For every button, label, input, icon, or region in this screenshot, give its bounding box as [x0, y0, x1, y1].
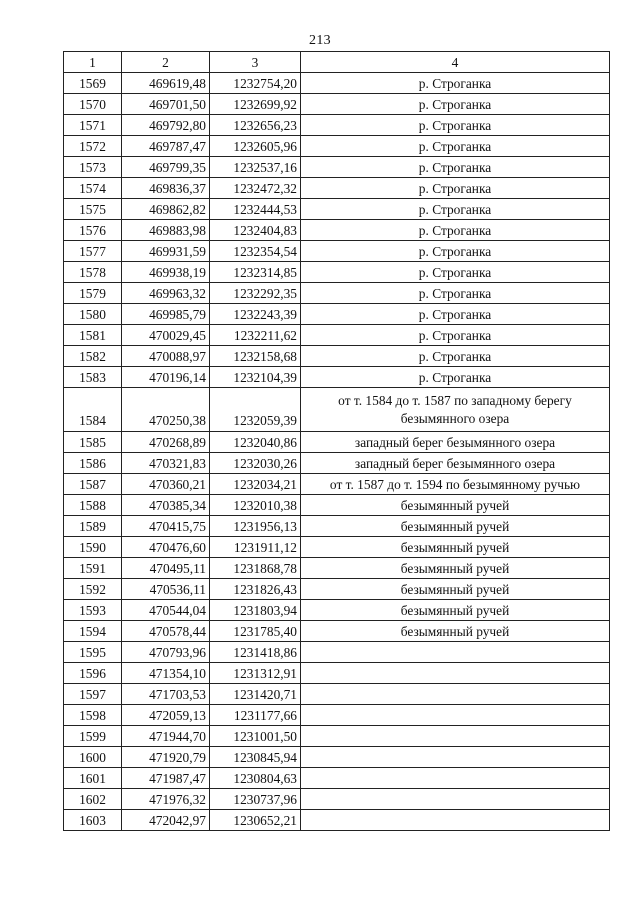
point-number-cell: 1594	[64, 621, 122, 642]
table-row	[64, 579, 610, 600]
y-coordinate-cell: 1231956,13	[210, 516, 301, 537]
y-coordinate-cell: 1231911,12	[210, 537, 301, 558]
table-row	[64, 642, 610, 663]
y-coordinate-cell: 1232243,39	[210, 304, 301, 325]
point-number-cell: 1576	[64, 220, 122, 241]
y-coordinate-cell: 1232034,21	[210, 474, 301, 495]
boundary-description-cell	[301, 768, 610, 789]
boundary-description-cell: безымянный ручей	[301, 600, 610, 621]
y-coordinate-cell: 1232104,39	[210, 367, 301, 388]
table-row	[64, 600, 610, 621]
point-number-cell: 1583	[64, 367, 122, 388]
table-row	[64, 220, 610, 241]
point-number-cell: 1582	[64, 346, 122, 367]
table-row	[64, 346, 610, 367]
x-coordinate-cell: 469619,48	[122, 73, 210, 94]
x-coordinate-cell: 469787,47	[122, 136, 210, 157]
y-coordinate-cell: 1231826,43	[210, 579, 301, 600]
point-number-cell: 1602	[64, 789, 122, 810]
point-number-cell: 1577	[64, 241, 122, 262]
point-number-cell: 1578	[64, 262, 122, 283]
x-coordinate-cell: 469701,50	[122, 94, 210, 115]
table-row	[64, 262, 610, 283]
boundary-description-cell: западный берег безымянного озера	[301, 453, 610, 474]
boundary-description-cell: от т. 1587 до т. 1594 по безымянному ручью	[301, 474, 610, 495]
y-coordinate-cell: 1231177,66	[210, 705, 301, 726]
y-coordinate-cell: 1232537,16	[210, 157, 301, 178]
boundary-description-cell: р. Строганка	[301, 283, 610, 304]
table-row	[64, 516, 610, 537]
point-number-cell: 1586	[64, 453, 122, 474]
x-coordinate-cell: 470385,34	[122, 495, 210, 516]
column-header-y: 3	[210, 52, 301, 73]
boundary-description-cell: р. Строганка	[301, 367, 610, 388]
boundary-description-cell: р. Строганка	[301, 262, 610, 283]
x-coordinate-cell: 471987,47	[122, 768, 210, 789]
x-coordinate-cell: 470088,97	[122, 346, 210, 367]
header-row	[64, 52, 610, 73]
y-coordinate-cell: 1232605,96	[210, 136, 301, 157]
boundary-description-cell	[301, 684, 610, 705]
y-coordinate-cell: 1232059,39	[210, 388, 301, 432]
table-row	[64, 684, 610, 705]
page-number: 213	[309, 33, 331, 48]
point-number-cell: 1580	[64, 304, 122, 325]
x-coordinate-cell: 471703,53	[122, 684, 210, 705]
boundary-description-cell: р. Строганка	[301, 178, 610, 199]
point-number-cell: 1579	[64, 283, 122, 304]
x-coordinate-cell: 470793,96	[122, 642, 210, 663]
table-row	[64, 621, 610, 642]
point-number-cell: 1600	[64, 747, 122, 768]
y-coordinate-cell: 1231868,78	[210, 558, 301, 579]
table-row	[64, 663, 610, 684]
point-number-cell: 1585	[64, 432, 122, 453]
y-coordinate-cell: 1230652,21	[210, 810, 301, 831]
y-coordinate-cell: 1232314,85	[210, 262, 301, 283]
y-coordinate-cell: 1230845,94	[210, 747, 301, 768]
point-number-cell: 1603	[64, 810, 122, 831]
table-row	[64, 537, 610, 558]
y-coordinate-cell: 1232699,92	[210, 94, 301, 115]
y-coordinate-cell: 1230737,96	[210, 789, 301, 810]
point-number-cell: 1593	[64, 600, 122, 621]
boundary-description-cell: р. Строганка	[301, 199, 610, 220]
x-coordinate-cell: 469931,59	[122, 241, 210, 262]
table-row	[64, 304, 610, 325]
x-coordinate-cell: 469862,82	[122, 199, 210, 220]
boundary-description-cell: р. Строганка	[301, 136, 610, 157]
table-row	[64, 73, 610, 94]
x-coordinate-cell: 472059,13	[122, 705, 210, 726]
point-number-cell: 1595	[64, 642, 122, 663]
y-coordinate-cell: 1232292,35	[210, 283, 301, 304]
x-coordinate-cell: 471354,10	[122, 663, 210, 684]
boundary-description-cell: от т. 1584 до т. 1587 по западному берегу безымянного озера	[301, 388, 610, 432]
point-number-cell: 1572	[64, 136, 122, 157]
point-number-cell: 1596	[64, 663, 122, 684]
boundary-description-cell	[301, 789, 610, 810]
boundary-description-cell: р. Строганка	[301, 241, 610, 262]
boundary-description-cell	[301, 747, 610, 768]
boundary-description-cell	[301, 810, 610, 831]
column-header-x: 2	[122, 52, 210, 73]
x-coordinate-cell: 471976,32	[122, 789, 210, 810]
y-coordinate-cell: 1231418,86	[210, 642, 301, 663]
table-row	[64, 705, 610, 726]
point-number-cell: 1588	[64, 495, 122, 516]
x-coordinate-cell: 470029,45	[122, 325, 210, 346]
table-row	[64, 94, 610, 115]
boundary-description-cell: безымянный ручей	[301, 579, 610, 600]
boundary-description-cell: безымянный ручей	[301, 537, 610, 558]
table-row	[64, 283, 610, 304]
boundary-description-cell	[301, 705, 610, 726]
point-number-cell: 1573	[64, 157, 122, 178]
x-coordinate-cell: 469836,37	[122, 178, 210, 199]
x-coordinate-cell: 470360,21	[122, 474, 210, 495]
x-coordinate-cell: 470268,89	[122, 432, 210, 453]
table-body	[64, 73, 610, 831]
x-coordinate-cell: 470196,14	[122, 367, 210, 388]
boundary-description-cell: безымянный ручей	[301, 495, 610, 516]
y-coordinate-cell: 1230804,63	[210, 768, 301, 789]
y-coordinate-cell: 1232754,20	[210, 73, 301, 94]
table-row	[64, 768, 610, 789]
table-row	[64, 241, 610, 262]
table-row	[64, 199, 610, 220]
x-coordinate-cell: 470250,38	[122, 388, 210, 432]
x-coordinate-cell: 470544,04	[122, 600, 210, 621]
y-coordinate-cell: 1231001,50	[210, 726, 301, 747]
boundary-description-cell: р. Строганка	[301, 220, 610, 241]
x-coordinate-cell: 470415,75	[122, 516, 210, 537]
boundary-description-cell: безымянный ручей	[301, 558, 610, 579]
table-row	[64, 810, 610, 831]
boundary-description-cell: западный берег безымянного озера	[301, 432, 610, 453]
column-header-description: 4	[301, 52, 610, 73]
point-number-cell: 1597	[64, 684, 122, 705]
boundary-description-cell: р. Строганка	[301, 157, 610, 178]
boundary-description-cell	[301, 663, 610, 684]
point-number-cell: 1571	[64, 115, 122, 136]
y-coordinate-cell: 1231312,91	[210, 663, 301, 684]
x-coordinate-cell: 470578,44	[122, 621, 210, 642]
y-coordinate-cell: 1232444,53	[210, 199, 301, 220]
boundary-description-cell: безымянный ручей	[301, 621, 610, 642]
point-number-cell: 1601	[64, 768, 122, 789]
boundary-description-cell: безымянный ручей	[301, 516, 610, 537]
x-coordinate-cell: 471920,79	[122, 747, 210, 768]
y-coordinate-cell: 1231420,71	[210, 684, 301, 705]
x-coordinate-cell: 469799,35	[122, 157, 210, 178]
table-row	[64, 432, 610, 453]
point-number-cell: 1591	[64, 558, 122, 579]
table-row	[64, 136, 610, 157]
table-row	[64, 367, 610, 388]
y-coordinate-cell: 1232656,23	[210, 115, 301, 136]
boundary-description-cell: р. Строганка	[301, 304, 610, 325]
y-coordinate-cell: 1232030,26	[210, 453, 301, 474]
point-number-cell: 1587	[64, 474, 122, 495]
point-number-cell: 1581	[64, 325, 122, 346]
point-number-cell: 1569	[64, 73, 122, 94]
x-coordinate-cell: 469938,19	[122, 262, 210, 283]
x-coordinate-cell: 469792,80	[122, 115, 210, 136]
x-coordinate-cell: 469963,32	[122, 283, 210, 304]
table-row	[64, 388, 610, 432]
y-coordinate-cell: 1232158,68	[210, 346, 301, 367]
table-row	[64, 178, 610, 199]
table-row	[64, 726, 610, 747]
y-coordinate-cell: 1232040,86	[210, 432, 301, 453]
point-number-cell: 1590	[64, 537, 122, 558]
y-coordinate-cell: 1232404,83	[210, 220, 301, 241]
x-coordinate-cell: 469985,79	[122, 304, 210, 325]
table-row	[64, 747, 610, 768]
column-header-point: 1	[64, 52, 122, 73]
table-row	[64, 789, 610, 810]
table-row	[64, 157, 610, 178]
x-coordinate-cell: 469883,98	[122, 220, 210, 241]
y-coordinate-cell: 1232472,32	[210, 178, 301, 199]
boundary-description-cell: р. Строганка	[301, 346, 610, 367]
y-coordinate-cell: 1232354,54	[210, 241, 301, 262]
y-coordinate-cell: 1232010,38	[210, 495, 301, 516]
boundary-description-cell	[301, 642, 610, 663]
point-number-cell: 1599	[64, 726, 122, 747]
x-coordinate-cell: 470476,60	[122, 537, 210, 558]
x-coordinate-cell: 471944,70	[122, 726, 210, 747]
y-coordinate-cell: 1231803,94	[210, 600, 301, 621]
table-row	[64, 474, 610, 495]
point-number-cell: 1570	[64, 94, 122, 115]
boundary-description-cell: р. Строганка	[301, 115, 610, 136]
x-coordinate-cell: 472042,97	[122, 810, 210, 831]
table-row	[64, 115, 610, 136]
table-row	[64, 495, 610, 516]
point-number-cell: 1598	[64, 705, 122, 726]
x-coordinate-cell: 470536,11	[122, 579, 210, 600]
y-coordinate-cell: 1231785,40	[210, 621, 301, 642]
point-number-cell: 1584	[64, 388, 122, 432]
table-row	[64, 325, 610, 346]
point-number-cell: 1589	[64, 516, 122, 537]
boundary-description-cell: р. Строганка	[301, 94, 610, 115]
point-number-cell: 1575	[64, 199, 122, 220]
boundary-description-cell: р. Строганка	[301, 325, 610, 346]
point-number-cell: 1574	[64, 178, 122, 199]
point-number-cell: 1592	[64, 579, 122, 600]
boundary-description-cell	[301, 726, 610, 747]
x-coordinate-cell: 470321,83	[122, 453, 210, 474]
table-row	[64, 558, 610, 579]
coordinates-table	[63, 51, 610, 831]
x-coordinate-cell: 470495,11	[122, 558, 210, 579]
boundary-description-cell: р. Строганка	[301, 73, 610, 94]
y-coordinate-cell: 1232211,62	[210, 325, 301, 346]
table-row	[64, 453, 610, 474]
table-header	[64, 52, 610, 73]
